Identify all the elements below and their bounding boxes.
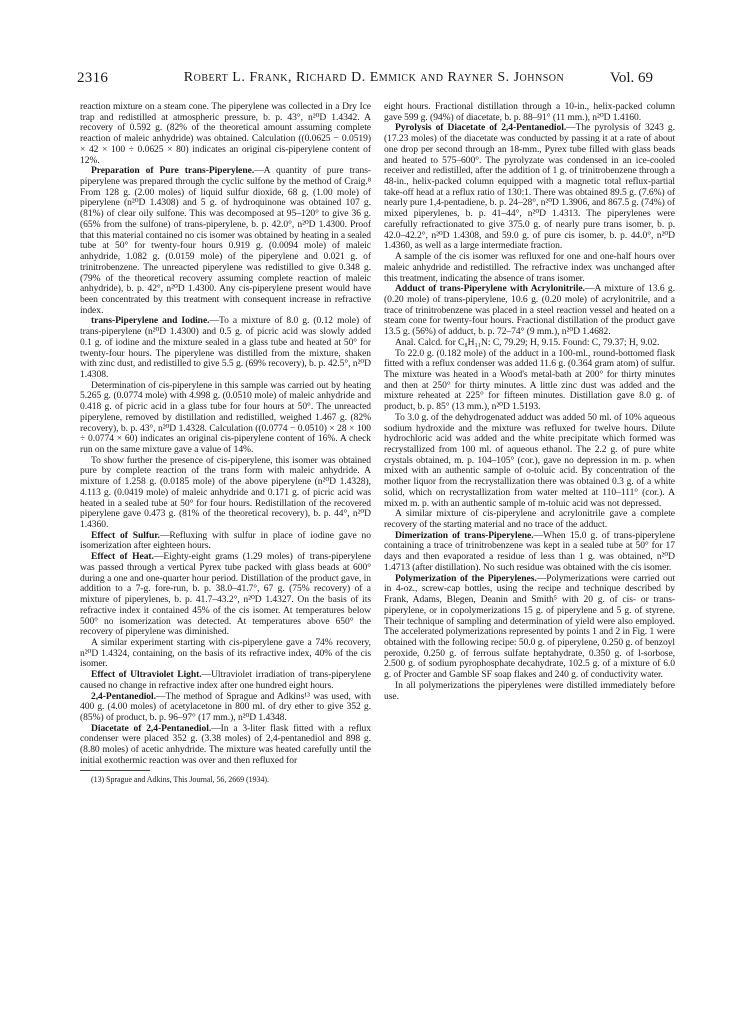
- paragraph-text: To 22.0 g. (0.182 mole) of the adduct in a 100-ml., round-bottomed flask fitted with a reflux condenser was added 11.6 g. (0.364 gram atom) of sulfur. The mixture was heated in a Wood's metal-bath at 200° for thirty minutes and then at 250° for thirty minutes. A little zinc dust was added and the mixture reheated at 225° for fifteen minutes. Distillation gave 8.0 g. of product, b. p. 85° (13 mm.), n²⁰D 1.5193.: [384, 347, 675, 413]
- paragraph: [384, 252, 675, 284]
- paragraph: [80, 552, 371, 638]
- section-heading: Preparation of Pure trans-Piperylene.: [91, 165, 255, 177]
- paragraph-text: A sample of the cis isomer was refluxed for one and one-half hours over maleic anhydride and redistilled. The refractive index was unchanged after this treatment, indicating the absence of trans isomer.: [384, 251, 675, 284]
- paragraph: [80, 456, 371, 531]
- right-column: [384, 102, 675, 702]
- section-heading: Adduct of trans-Piperylene with Acrylonitrile.: [395, 283, 585, 295]
- paragraph-text: To show further the presence of cis-piperylene, this isomer was obtained pure by complete reaction of the trans form with maleic anhydride. A mixture of 1.258 g. (0.0185 mole) of the above piperylene (n²⁰D 1.4328), 4.113 g. (0.0419 mole) of maleic anhydride and 0.171 g. of picric acid was heated in a sealed tube at 50° for four hours. Redistillation of the recovered piperylene gave 0.473 g. (81% of the theoretical recovery), b. p. 44°, n²⁰D 1.4360.: [80, 454, 371, 531]
- left-column: [80, 102, 371, 793]
- paragraph: [384, 284, 675, 338]
- paragraph: [384, 531, 675, 574]
- paragraph-text: To 3.0 g. of the dehydrogenated adduct was added 50 ml. of 10% aqueous sodium hydroxide and the mixture was refluxed for twelve hours. Dilute hydrochloric acid was added and the white precipitate which formed was recrystallized from 100 ml. of aqueous ethanol. The 2.2 g. of pure white crystals obtained, m. p. 104–105° (cor.), gave no depression in m. p. when mixed with an authentic sample of o-toluic acid. By concentration of the mother liquor from the recrystallization there was obtained 0.3 g. of a white solid, which on recrystallization from water melted at 110–111° (cor.). A mixed m. p. with an authentic sample of m-toluic acid was not depressed.: [384, 411, 675, 509]
- paragraph-text: A similar experiment starting with cis-piperylene gave a 74% recovery, n²⁰D 1.4324, containing, on the basis of its refractive index, 40% of the cis isomer.: [80, 636, 371, 670]
- paragraph-text: In all polymerizations the piperylenes were distilled immediately before use.: [384, 679, 675, 702]
- running-head: [0, 0, 748, 110]
- footnote-rule: [80, 770, 150, 771]
- paragraph: [80, 381, 371, 456]
- paragraph-text: —When 15.0 g. of trans-piperylene containing a trace of trinitrobenzene was kept in a sealed tube at 50° for 17 days and then evaporated a residue of less than 1 g. was obtained, n²⁰D 1.4713 (after distillation). No such residue was obtained with the cis isomer.: [384, 529, 675, 573]
- section-heading: 2,4-Pentanediol.: [91, 690, 156, 702]
- paragraph: [384, 574, 675, 681]
- paragraph-text: —The pyrolysis of 3243 g. (17.23 moles) of the diacetate was conducted by passing it at a rate of about one drop per second through an 18-mm., Pyrex tube filled with glass beads and heated to 575–600°. The pyrolyzate was condensed in an ice-cooled receiver and redistilled, after the addition of 1 g. of trinitrobenzene through a 48-in., helix-packed column equipped with a magnetic total reflux-partial take-off head at a reflux ratio of 130:1. There was obtained 89.5 g. (7.6%) of nearly pure 1,4-pentadiene, b. p. 24–28°, n²⁰D 1.3906, and 867.5 g. (74%) of mixed piperylenes, b. p. 41–44°, n²⁰D 1.4313. The piperylenes were carefully refractionated to give 375.0 g. of nearly pure trans isomer, b. p. 42.0–42.2°, n²⁰D 1.4308, and 59.0 g. of pure cis isomer, b. p. 44.0°, n²⁰D 1.4360, as well as a large intermediate fraction.: [384, 122, 675, 252]
- paragraph-text: —Refluxing with sulfur in place of iodine gave no isomerization after eighteen hours.: [80, 529, 371, 552]
- page-number: 2316: [77, 70, 109, 86]
- paragraph-text: —Polymerizations were carried out in 4-oz., screw-cap bottles, using the recipe and technique described by Frank, Adams, Blegen, Deanin and Smith⁵ with 20 g. of cis- or trans-piperylene, or in copolymerizations 15 g. of piperylene and 5 g. of styrene. Their technique of sampling and determination of yield were also employed. The accelerated polymerizations represented by points 1 and 2 in Fig. 1 were obtained with the following recipe: 50.0 g. of piperylene, 0.250 g. of benzoyl peroxide, 0.250 g. of ferrous sulfate heptahydrate, 0.350 g. of l-sorbose, 2.500 g. of sodium pyrophosphate decahydrate, 102.5 g. of a mixture of 6.0 g. of Procter and Gamble SF soap flakes and 240 g. of conductivity water.: [384, 572, 675, 681]
- running-title: Robert L. Frank, Richard D. Emmick and Rayner S. Johnson: [183, 70, 565, 85]
- section-heading: Effect of Sulfur.: [91, 529, 160, 541]
- paragraph-text: Determination of cis-piperylene in this sample was carried out by heating 5.265 g. (0.0774 mole) with 4.998 g. (0.0510 mole) of maleic anhydride and 0.418 g. of picric acid in a glass tube for four hours at 50°. The unreacted piperylene, removed by distillation and redistilled, weighed 1.467 g. (82% recovery), b. p. 43°, n²⁰D 1.4328. Calculation ((0.0774 − 0.0510) × 28 × 100 ÷ 0.0774 × 60) indicates an original cis-piperylene content of 16%. A check run on the same mixture gave a value of 14%.: [80, 379, 371, 455]
- paragraph: [384, 509, 675, 530]
- volume-label: Vol. 69: [609, 70, 653, 86]
- paragraph-text: —A mixture of 13.6 g. (0.20 mole) of trans-piperylene, 10.6 g. (0.20 mole) of acrylonitrile, and a trace of trinitrobenzene was placed in a steel reaction vessel and heated on a steam cone for twenty-four hours. Fractional distillation of the product gave 13.5 g. (56%) of adduct, b. p. 72–74° (9 mm.), n²⁰D 1.4682.: [384, 283, 675, 338]
- paragraph-text: reaction mixture on a steam cone. The piperylene was collected in a Dry Ice trap and redistilled at atmospheric pressure, b. p. 43°, n²⁰D 1.4342. A recovery of 0.592 g. (82% of the theoretical amount assuming complete reaction of maleic anhydride) was obtained. Calculation ((0.0625 − 0.0519) × 42 × 100 ÷ 0.0625 × 80) indicates an original cis-piperylene content of 12%.: [80, 101, 371, 166]
- paragraph-text: —In a 3-liter flask fitted with a reflux condenser were placed 352 g. (3.38 moles) of 2,4-pentanediol and 898 g. (8.80 moles) of acetic anhydride. The mixture was heated carefully until the initial exothermic reaction was over and then refluxed for: [80, 722, 371, 766]
- section-heading: Polymerization of the Piperylenes.: [395, 572, 537, 584]
- section-heading: Diacetate of 2,4-Pentanediol.: [91, 722, 212, 734]
- paragraph: [80, 670, 371, 691]
- paragraph: [80, 316, 371, 380]
- footnote: (13) Sprague and Adkins, This Journal, 56, 2669 (1934).: [91, 774, 269, 784]
- paragraph: [384, 413, 675, 509]
- paragraph-text: —To a mixture of 8.0 g. (0.12 mole) of trans-piperylene (n²⁰D 1.4300) and 0.5 g. of picric acid was slowly added 0.1 g. of iodine and the mixture sealed in a glass tube and heated at 50° for twenty-four hours. The piperylene was distilled from the mixture, shaken with zinc dust, and redistilled to give 5.5 g. (69% recovery), b. p. 42.5°, n²⁰D 1.4308.: [80, 315, 371, 380]
- paragraph: [80, 531, 371, 552]
- section-heading: Effect of Ultraviolet Light.: [91, 669, 202, 681]
- paragraph: [384, 681, 675, 702]
- paragraph: [384, 102, 675, 123]
- paragraph-text: —Ultraviolet irradiation of trans-piperylene caused no change in refractive index after one hundred eight hours.: [80, 669, 371, 691]
- paragraph: [80, 102, 371, 166]
- paragraph: [80, 692, 371, 724]
- section-heading: Dimerization of trans-Piperylene.: [395, 529, 534, 541]
- paragraph: [384, 123, 675, 252]
- paragraph: [80, 724, 371, 767]
- paragraph-text: —Eighty-eight grams (1.29 moles) of trans-piperylene was passed through a vertical Pyrex tube packed with glass beads at 600° during a one and one-quarter hour period. Distillation of the product gave, in addition to a 7-g. fore-run, b. p. 38.0–41.7°, 67 g. (75% recovery) of a mixture of piperylenes, b. p. 41.7–43.2°, n²⁰D 1.4327. On the basis of its refractive index it contained 45% of the cis isomer. At temperatures below 500° no isomerization was detected. At temperatures above 650° the recovery of piperylene was diminished.: [80, 551, 371, 638]
- paragraph-text: A similar mixture of cis-piperylene and acrylonitrile gave a complete recovery of the starting material and no trace of the adduct.: [384, 508, 675, 531]
- paragraph-text: Anal. Calcd. for C₈H₁₁N: C, 79.29; H, 9.15. Found: C, 79.37; H, 9.02.: [395, 336, 660, 348]
- paragraph-text: —The method of Sprague and Adkins¹³ was used, with 400 g. (4.00 moles) of acetylacetone in 800 ml. of dry ether to give 352 g. (85%) of product, b. p. 96–97° (17 mm.), n²⁰D 1.4348.: [80, 690, 371, 723]
- section-heading: Pyrolysis of Diacetate of 2,4-Pentanediol.: [395, 122, 567, 134]
- paragraph: [80, 166, 371, 316]
- paragraph-text: —A quantity of pure trans-piperylene was prepared through the cyclic sulfone by the method of Craig.⁸ From 128 g. (2.00 moles) of liquid sulfur dioxide, 68 g. (1.00 mole) of piperylene (n²⁰D 1.4308) and 5 g. of hydroquinone was obtained 107 g. (81%) of clear oily sulfone. This was decomposed at 95–120° to give 36 g. (65% from the sulfone) of trans-piperylene, b. p. 42.0°, n²⁰D 1.4300. Proof that this material contained no cis isomer was obtained by heating in a sealed tube at 50° for twenty-four hours 0.919 g. (0.0094 mole) of maleic anhydride, 1.082 g. (0.0159 mole) of the piperylene and 0.021 g. of trinitrobenzene. The unreacted piperylene was redistilled to give 0.348 g. (79% of the theoretical recovery assuming complete reaction of maleic anhydride), b. p. 42°, n²⁰D 1.4300. Any cis-piperylene present would have been concentrated by this treatment with consequent increase in refractive index.: [80, 165, 372, 316]
- section-heading: Effect of Heat.: [91, 551, 154, 563]
- paragraph-text: eight hours. Fractional distillation through a 10-in., helix-packed column gave 599 g. (94%) of diacetate, b. p. 88–91° (11 mm.), n²⁰D 1.4160.: [384, 101, 675, 123]
- paragraph: [384, 349, 675, 413]
- section-heading: trans-Piperylene and Iodine.: [91, 315, 210, 327]
- paragraph: [80, 638, 371, 670]
